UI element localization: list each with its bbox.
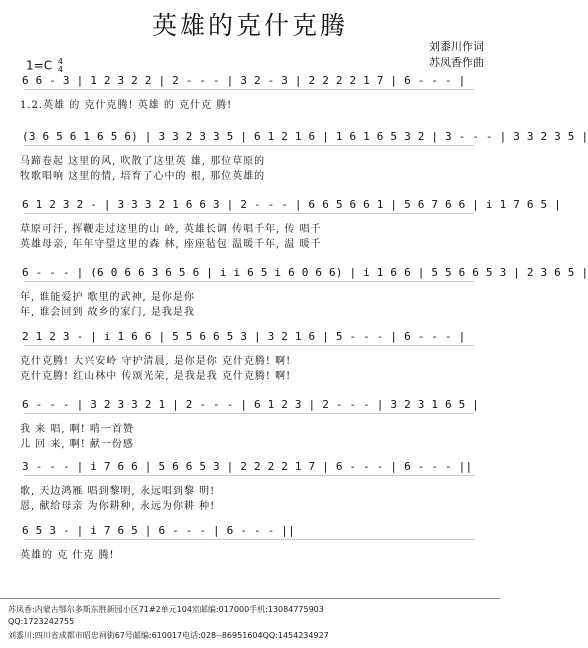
lyric-line: 英雄母亲, 年年守望这里的森 林, 座座毡包 温暖千年, 温 暖千 <box>20 239 322 250</box>
notation-line: 6 - - - | 3 2 3 3 2 1 | 2 - - - | 6 1 2 3 | 2 - - - | 3 2 3 1 6 5 | <box>22 398 480 411</box>
lyric-line: 年, 谁会回到 故乡的家门, 是我是我 <box>20 307 195 318</box>
notation-line: 3 - - - | i 7 6 6 | 5 6 6 5 3 | 2 2 2 2 1 7 | 6 - - - | 6 - - - || <box>22 460 473 473</box>
lyric-line: 恩, 献给母亲 为你耕种, 永远为你耕 种! <box>20 501 216 512</box>
footer-divider <box>0 598 500 599</box>
lyric-line: 儿 回 来, 啊! 献一份感 <box>20 439 134 450</box>
notation-line: 6 6 - 3 | 1 2 3 2 2 | 2 - - - | 3 2 - 3 | 2 2 2 2 1 7 | 6 - - - | <box>22 74 466 87</box>
beam-line <box>24 413 474 414</box>
lyric-line: 克什克腾! 大兴安岭 守护清晨, 是你是你 克什克腾! 啊! <box>20 356 292 367</box>
key-signature <box>26 58 63 74</box>
lyricist-credit: 刘黍川作词 <box>429 40 484 53</box>
lyric-line: 草原可汗, 挥鞭走过这里的山 岭, 英雄长调 传唱千年, 传 唱千 <box>20 224 322 235</box>
footer-line-1: 苏凤香:内蒙古鄂尔多斯东胜新园小区71#2单元104室邮编:017000手机:13084775903 <box>8 605 324 614</box>
lyric-line: 英雄的 克 什克 腾! <box>20 550 115 561</box>
lyric-line: 歌, 天边鸿雁 唱到黎明, 永远唱到黎 明! <box>20 486 216 497</box>
key-label: 1=C <box>26 58 53 73</box>
lyric-line: 我 来 唱, 啊! 啃一首赞 <box>20 424 134 435</box>
notation-line: 6 - - - | (6 0 6 6 3 6 5 6 | i i 6 5 i 6 0 6 6) | i 1 6 6 | 5 5 6 6 5 3 | 2 3 6 5 | <box>22 266 588 279</box>
lyric-line: 年, 谁能爱护 歌里的武神, 是你是你 <box>20 292 195 303</box>
beam-line <box>24 145 474 146</box>
notation-line: (3 6 5 6 1 6 5 6) | 3 3 2 3 3 5 | 6 1 2 1 6 | 1 6 1 6 5 3 2 | 3 - - - | 3 3 2 3 5 | <box>22 130 588 143</box>
song-title: 英雄的克什克腾 <box>151 11 348 40</box>
composer-credit: 苏凤香作曲 <box>429 56 484 69</box>
beam-line <box>24 89 474 90</box>
lyric-line: 克什克腾! 红山林中 传颂光荣, 是我是我 克什克腾! 啊! <box>20 371 292 382</box>
beam-line <box>24 475 474 476</box>
lyric-line: 马蹄卷起 这里的风, 吹散了这里英 雄, 那位草原的 <box>20 156 266 167</box>
time-top: 4 <box>57 57 63 66</box>
notation-line: 2 1 2 3 - | i 1 6 6 | 5 5 6 6 5 3 | 3 2 1 6 | 5 - - - | 6 - - - | <box>22 330 466 343</box>
time-signature <box>58 58 63 74</box>
beam-line <box>24 345 474 346</box>
lyric-line: 1.2.英雄 的 克什克腾! 英雄 的 克什克 腾! <box>20 100 233 111</box>
footer-line-3: 刘黍川:四川省成都市昭忠祠街67号邮编:610017电话:028--86951604QQ:1454234927 <box>8 631 329 640</box>
notation-line: 6 1 2 3 2 - | 3 3 3 2 1 6 6 3 | 2 - - - | 6 6 5 6 6 1 | 5 6 7 6 6 | i 1 7 6 5 | <box>22 198 561 211</box>
notation-line: 6 5 3 - | i 7 6 5 | 6 - - - | 6 - - - || <box>22 524 295 537</box>
footer-line-2: QQ:1723242755 <box>8 617 75 626</box>
beam-line <box>24 213 474 214</box>
lyric-line: 牧歌唱响 这里的情, 培育了心中的 根, 那位英雄的 <box>20 171 266 182</box>
beam-line <box>24 281 474 282</box>
time-bottom: 4 <box>57 65 63 74</box>
beam-line <box>24 539 474 540</box>
